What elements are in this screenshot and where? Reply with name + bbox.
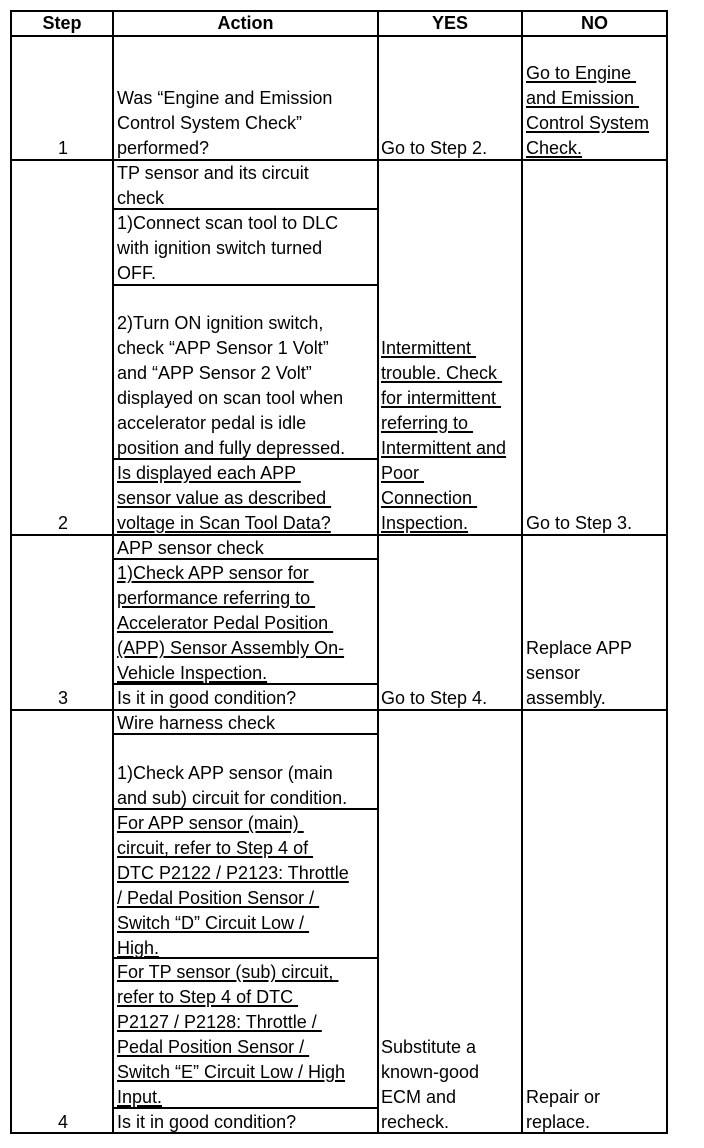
text-line: replace. bbox=[526, 1112, 591, 1132]
link-line[interactable]: Switch “E” Circuit Low / High bbox=[117, 1062, 346, 1082]
grid-line-v-right bbox=[666, 10, 668, 1134]
link-line[interactable]: circuit, refer to Step 4 of bbox=[117, 838, 314, 858]
text-line: position and fully depressed. bbox=[117, 438, 346, 458]
link-line[interactable]: P2127 / P2128: Throttle / bbox=[117, 1012, 322, 1032]
yes-result: Go to Step 2. bbox=[381, 138, 488, 158]
action-title: APP sensor check bbox=[117, 538, 264, 558]
link-line[interactable]: refer to Step 4 of DTC bbox=[117, 987, 299, 1007]
link-line[interactable]: Go to Engine bbox=[526, 63, 637, 83]
text-line: recheck. bbox=[381, 1112, 450, 1132]
link-line[interactable]: Is displayed each APP bbox=[117, 463, 301, 483]
text-line: Replace APP bbox=[526, 638, 633, 658]
text-line: with ignition switch turned bbox=[117, 238, 323, 258]
link-line[interactable]: trouble. Check bbox=[381, 363, 503, 383]
action-title: Wire harness check bbox=[117, 713, 276, 733]
text-line: 1)Connect scan tool to DLC bbox=[117, 213, 339, 233]
no-result: Go to Step 3. bbox=[526, 513, 633, 533]
text-line: known-good bbox=[381, 1062, 480, 1082]
text-line: Was “Engine and Emission bbox=[117, 88, 333, 108]
text-line: accelerator pedal is idle bbox=[117, 413, 307, 433]
yes-result: Go to Step 4. bbox=[381, 688, 488, 708]
text-line: check “APP Sensor 1 Volt” bbox=[117, 338, 329, 358]
header-no: NO bbox=[581, 13, 608, 33]
grid-line-h-header bbox=[10, 35, 668, 37]
header-yes: YES bbox=[431, 13, 469, 33]
text-line: 2)Turn ON ignition switch, bbox=[117, 313, 324, 333]
link-line[interactable]: Inspection. bbox=[381, 513, 469, 533]
step-number: 2 bbox=[57, 513, 68, 533]
link-line[interactable]: Intermittent bbox=[381, 338, 477, 358]
grid-line-v-step-action bbox=[112, 10, 114, 1134]
link-line[interactable]: Switch “D” Circuit Low / bbox=[117, 913, 310, 933]
link-line[interactable]: DTC P2122 / P2123: Throttle bbox=[117, 863, 349, 883]
text-line: TP sensor and its circuit bbox=[117, 163, 309, 183]
link-line[interactable]: (APP) Sensor Assembly On- bbox=[117, 638, 345, 658]
link-line[interactable]: Intermittent and bbox=[381, 438, 507, 458]
link-line[interactable]: sensor value as described bbox=[117, 488, 332, 508]
step-number: 4 bbox=[57, 1112, 68, 1132]
link-line[interactable]: For TP sensor (sub) circuit, bbox=[117, 962, 339, 982]
text-line: Control System Check” bbox=[117, 113, 303, 133]
link-line[interactable]: performance referring to bbox=[117, 588, 316, 608]
grid-line-v-action-yes bbox=[377, 10, 379, 1134]
link-line[interactable]: Check. bbox=[526, 138, 583, 158]
link-line[interactable]: Accelerator Pedal Position bbox=[117, 613, 334, 633]
link-line[interactable]: Control System bbox=[526, 113, 650, 133]
step-number: 3 bbox=[57, 688, 68, 708]
link-line[interactable]: 1)Check APP sensor for bbox=[117, 563, 314, 583]
step-number: 1 bbox=[57, 138, 68, 158]
text-line: and “APP Sensor 2 Volt” bbox=[117, 363, 312, 383]
link-line[interactable]: Pedal Position Sensor / bbox=[117, 1037, 310, 1057]
text-line: ECM and bbox=[381, 1087, 457, 1107]
action-question: Is it in good condition? bbox=[117, 1112, 297, 1132]
link-line[interactable]: Poor bbox=[381, 463, 425, 483]
text-line: check bbox=[117, 188, 165, 208]
text-line: displayed on scan tool when bbox=[117, 388, 344, 408]
link-line[interactable]: Connection bbox=[381, 488, 478, 508]
link-line[interactable]: and Emission bbox=[526, 88, 640, 108]
header-step: Step bbox=[42, 13, 82, 33]
text-line: Substitute a bbox=[381, 1037, 477, 1057]
text-line: Repair or bbox=[526, 1087, 601, 1107]
text-line: assembly. bbox=[526, 688, 606, 708]
grid-line-v-yes-no bbox=[521, 10, 523, 1134]
text-line: OFF. bbox=[117, 263, 156, 283]
link-line[interactable]: referring to bbox=[381, 413, 474, 433]
grid-line-v-left bbox=[10, 10, 12, 1134]
link-line[interactable]: for intermittent bbox=[381, 388, 502, 408]
text-line: 1)Check APP sensor (main bbox=[117, 763, 333, 783]
action-question: Is it in good condition? bbox=[117, 688, 297, 708]
link-line[interactable]: Vehicle Inspection. bbox=[117, 663, 268, 683]
text-line: performed? bbox=[117, 138, 210, 158]
text-line: and sub) circuit for condition. bbox=[117, 788, 348, 808]
text-line: sensor bbox=[526, 663, 581, 683]
link-line[interactable]: High. bbox=[117, 938, 160, 958]
link-line[interactable]: voltage in Scan Tool Data? bbox=[117, 513, 331, 533]
link-line[interactable]: / Pedal Position Sensor / bbox=[117, 888, 320, 908]
header-action: Action bbox=[217, 13, 274, 33]
link-line[interactable]: Input. bbox=[117, 1087, 163, 1107]
link-line[interactable]: For APP sensor (main) bbox=[117, 813, 304, 833]
